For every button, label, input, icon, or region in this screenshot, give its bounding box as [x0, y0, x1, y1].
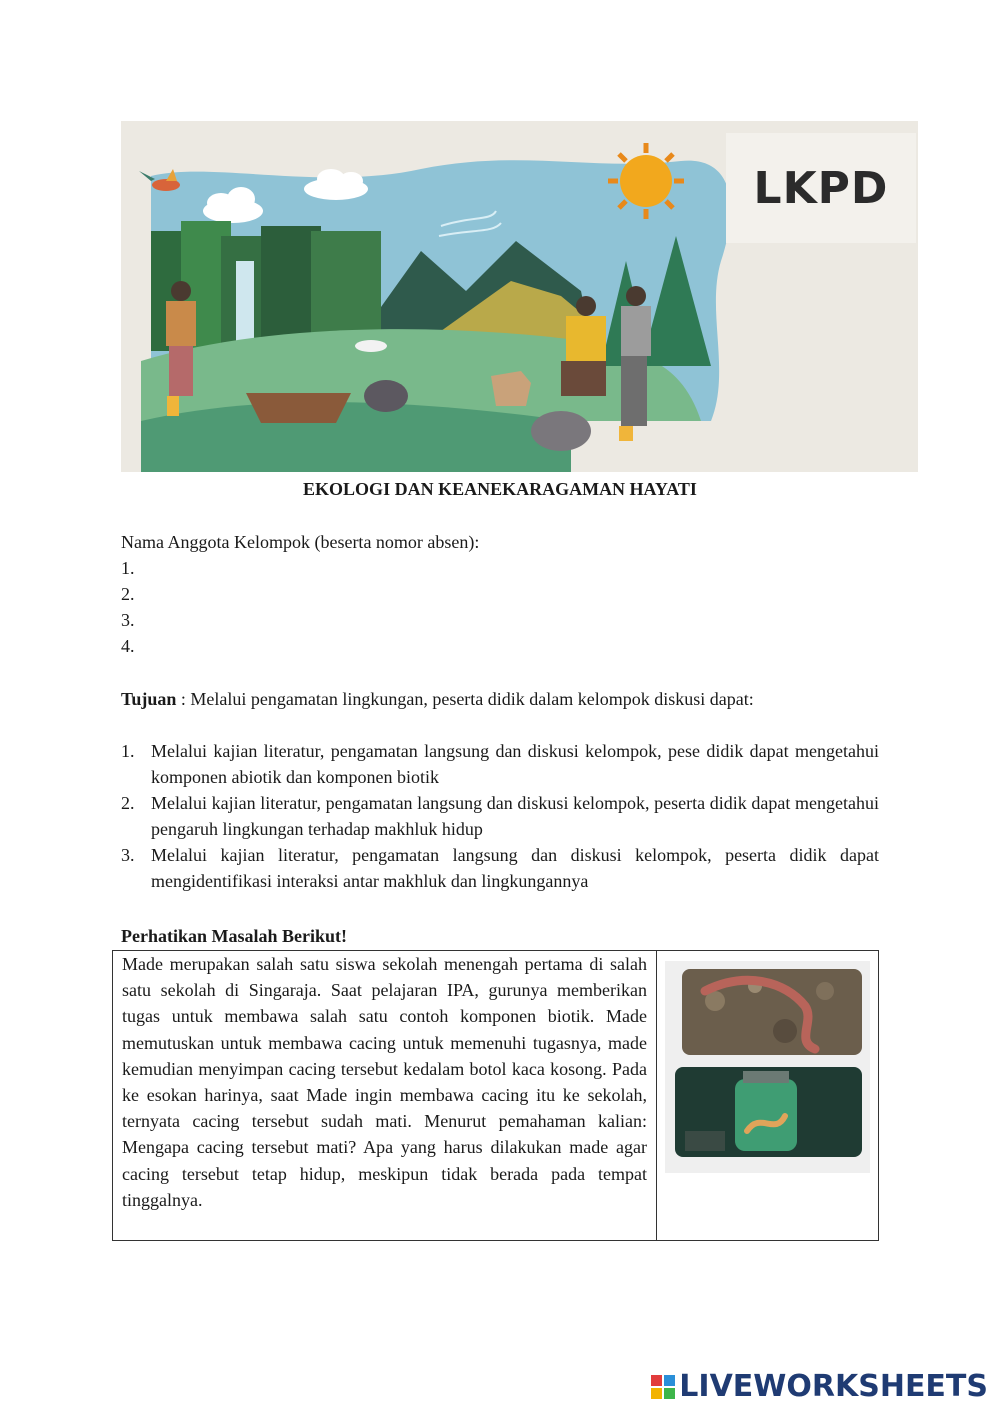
banner-illustration: [121, 121, 918, 472]
lkpd-badge: [726, 133, 916, 243]
liveworksheets-logo-text[interactable]: LIVEWORKSHEETS: [679, 1369, 988, 1404]
group-members: [121, 529, 479, 659]
list-item: [121, 790, 879, 842]
objective-text: : Melalui pengamatan lingkungan, peserta didik dalam kelompok diskusi dapat:: [176, 689, 754, 709]
member-number: 3.: [121, 610, 135, 630]
objective-statement: [121, 686, 754, 712]
dog-icon: [491, 371, 531, 406]
list-item-text: Melalui kajian literatur, pengamatan langsung dan diskusi kelompok, peserta didik dapat mengetahui pengaruh lingkungan terhadap makhluk hidup: [151, 793, 879, 839]
footer-brand: [651, 1369, 988, 1404]
lkpd-label: LKPD: [753, 162, 889, 214]
problem-table: [112, 950, 879, 1241]
list-number: 3.: [121, 845, 135, 865]
list-item-text: Melalui kajian literatur, pengamatan langsung dan diskusi kelompok, pese didik dapat mengetahui komponen abiotik dan komponen biotik: [151, 741, 879, 787]
rock-icon: [531, 411, 591, 451]
list-item: [121, 842, 879, 894]
earthworm-soil-photo: [682, 969, 862, 1055]
member-number: 2.: [121, 584, 135, 604]
boat-icon: [246, 393, 351, 423]
hiker-left-icon: [166, 281, 196, 416]
bird-icon: [139, 169, 180, 191]
member-number: 1.: [121, 558, 135, 578]
list-item: [121, 738, 879, 790]
list-number: 1.: [121, 741, 135, 761]
earthworm-jar-photo: [675, 1067, 862, 1157]
liveworksheets-logo-icon: [651, 1375, 675, 1399]
objective-label: Tujuan: [121, 689, 177, 709]
problem-heading: Perhatikan Masalah Berikut!: [121, 926, 348, 946]
problem-text: Made merupakan salah satu siswa sekolah menengah pertama di salah satu sekolah di Singaraja. Saat pelajaran IPA, gurunya memberikan tugas untuk membawa salah satu contoh komponen biotik. Made memutuskan untuk membawa cacing untuk memenuhi tugasnya, made kemudian menyimpan cacing tersebut kedalam botol kaca kosong. Pada ke esokan harinya, saat Made ingin membawa cacing itu ke sekolah, ternyata cacing tersebut sudah mati. Menurut pemahaman kalian: Mengapa cacing tersebut mati? Apa yang harus dilakukan made agar cacing tersebut tetap hidup, meskipun tidak berada pada tempat tinggalnya.: [113, 951, 657, 1240]
list-item-text: Melalui kajian literatur, pengamatan langsung dan diskusi kelompok, peserta didik dapat mengidentifikasi interaksi antar makhluk dan lingkungannya: [151, 845, 879, 891]
objective-list: [121, 738, 879, 894]
rock-icon: [364, 380, 408, 412]
member-number: 4.: [121, 636, 135, 656]
problem-image-cell: [657, 951, 878, 1240]
list-number: 2.: [121, 793, 135, 813]
worm-photos: [665, 961, 885, 1201]
worksheet-title: EKOLOGI DAN KEANEKARAGAMAN HAYATI: [303, 479, 697, 499]
fish-icon: [355, 340, 387, 352]
members-label: Nama Anggota Kelompok (beserta nomor absen):: [121, 532, 480, 552]
